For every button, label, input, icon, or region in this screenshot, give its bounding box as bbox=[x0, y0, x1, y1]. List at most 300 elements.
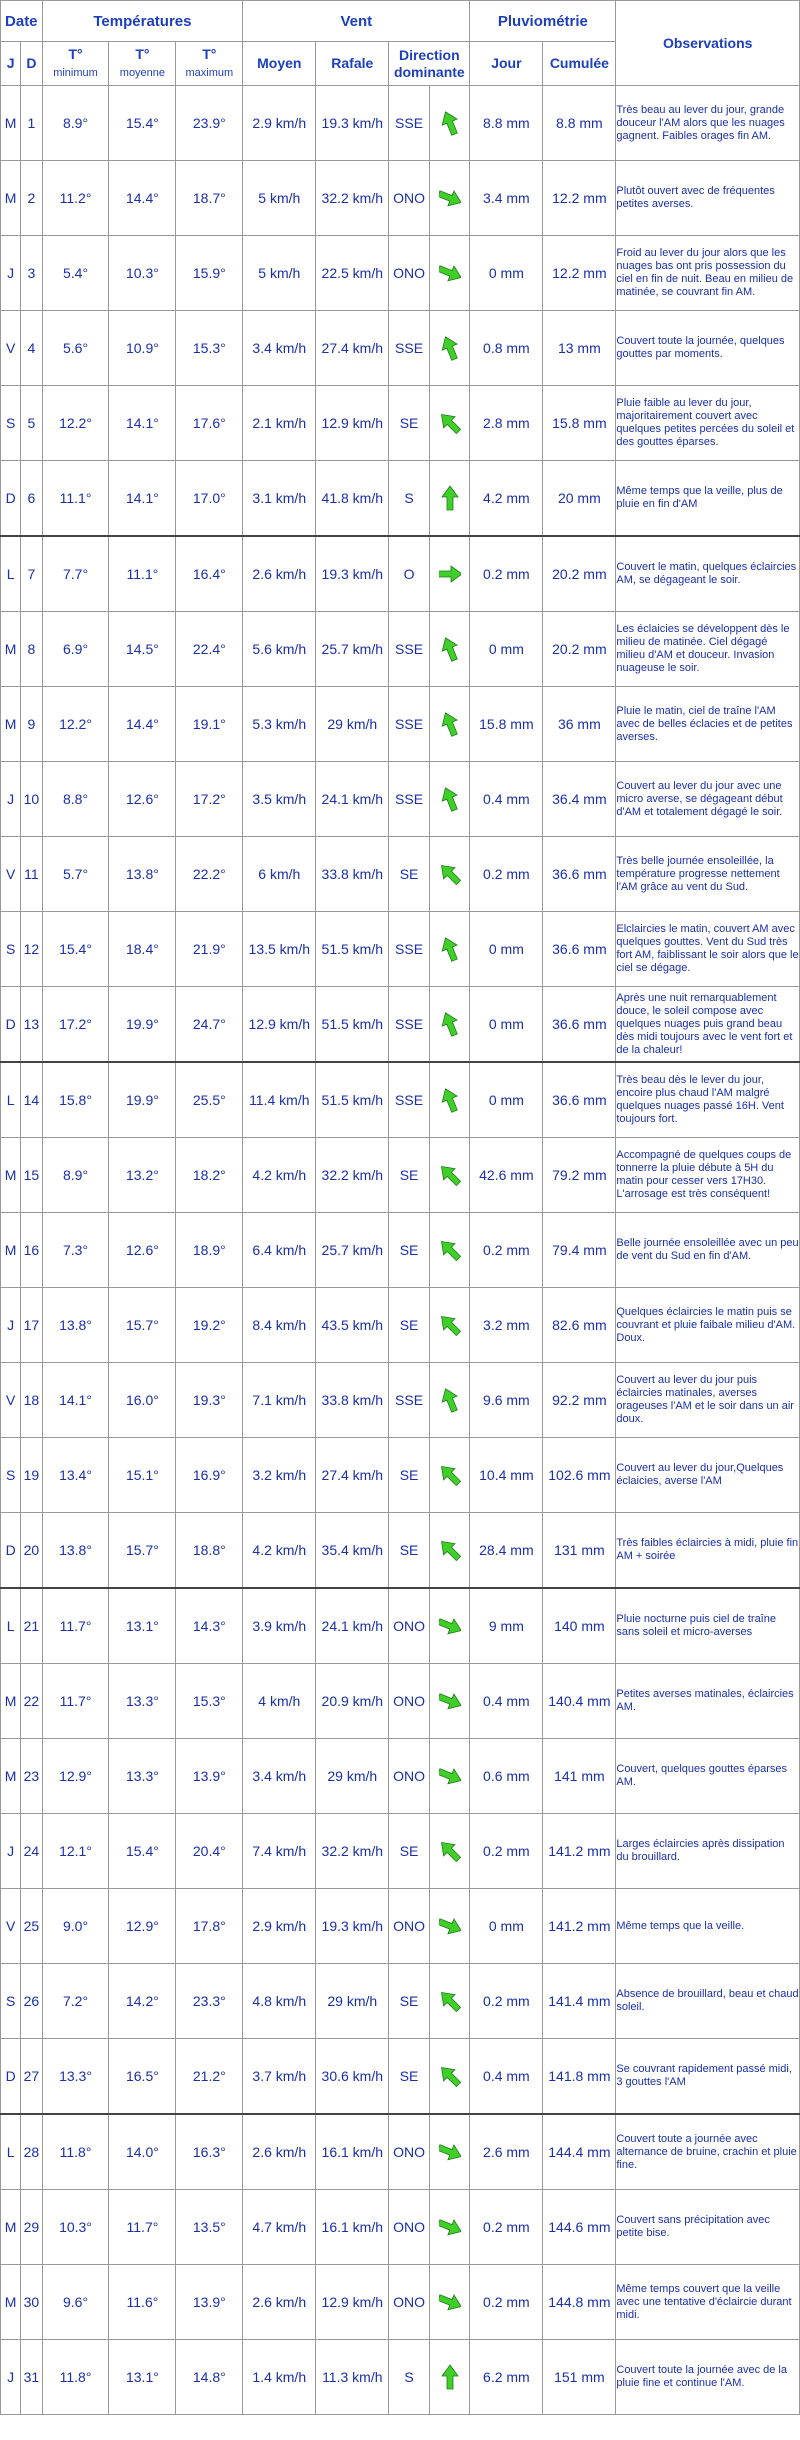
rain-day-cell: 8.8 mm bbox=[470, 86, 543, 161]
wind-gust-cell: 43.5 km/h bbox=[316, 1288, 389, 1363]
day-number-cell: 8 bbox=[21, 612, 42, 687]
temp-avg-cell: 18.4° bbox=[109, 912, 176, 987]
header-tmoy-label: T° bbox=[135, 45, 150, 62]
wind-direction-cell: SSE bbox=[389, 912, 430, 987]
wind-gust-cell: 19.3 km/h bbox=[316, 536, 389, 612]
wind-gust-cell: 11.3 km/h bbox=[316, 2340, 389, 2415]
wind-arrow-s-icon bbox=[439, 2363, 461, 2391]
day-of-week-cell: L bbox=[1, 2114, 21, 2190]
rain-day-cell: 0 mm bbox=[470, 236, 543, 311]
day-number-cell: 26 bbox=[21, 1964, 42, 2039]
wind-arrow-cell bbox=[429, 2190, 470, 2265]
wind-arrow-ono-icon bbox=[439, 2288, 461, 2316]
wind-gust-cell: 25.7 km/h bbox=[316, 612, 389, 687]
wind-avg-cell: 2.1 km/h bbox=[243, 386, 316, 461]
wind-avg-cell: 4.2 km/h bbox=[243, 1138, 316, 1213]
wind-gust-cell: 32.2 km/h bbox=[316, 1138, 389, 1213]
day-of-week-cell: M bbox=[1, 687, 21, 762]
rain-day-cell: 4.2 mm bbox=[470, 461, 543, 537]
wind-avg-cell: 3.4 km/h bbox=[243, 311, 316, 386]
temp-avg-cell: 13.2° bbox=[109, 1138, 176, 1213]
temp-max-cell: 16.3° bbox=[176, 2114, 243, 2190]
wind-avg-cell: 3.4 km/h bbox=[243, 1739, 316, 1814]
wind-arrow-se-icon bbox=[439, 1461, 461, 1489]
table-row bbox=[1, 1438, 800, 1513]
temp-max-cell: 13.5° bbox=[176, 2190, 243, 2265]
wind-avg-cell: 6 km/h bbox=[243, 837, 316, 912]
temp-max-cell: 19.2° bbox=[176, 1288, 243, 1363]
temp-min-cell: 8.9° bbox=[42, 1138, 109, 1213]
wind-direction-cell: SE bbox=[389, 1814, 430, 1889]
day-number-cell: 29 bbox=[21, 2190, 42, 2265]
table-row bbox=[1, 837, 800, 912]
header-tmin-label: T° bbox=[68, 45, 83, 62]
wind-arrow-ono-icon bbox=[439, 2138, 461, 2166]
rain-cumulative-cell: 140.4 mm bbox=[543, 1664, 616, 1739]
wind-direction-cell: SSE bbox=[389, 1363, 430, 1438]
wind-direction-cell: SSE bbox=[389, 86, 430, 161]
wind-direction-cell: SSE bbox=[389, 612, 430, 687]
wind-avg-cell: 4.2 km/h bbox=[243, 1513, 316, 1589]
day-of-week-cell: J bbox=[1, 1288, 21, 1363]
day-number-cell: 9 bbox=[21, 687, 42, 762]
rain-day-cell: 0.8 mm bbox=[470, 311, 543, 386]
observation-cell: Pluie nocturne puis ciel de traîne sans soleil et micro-averses bbox=[616, 1588, 800, 1664]
wind-avg-cell: 7.1 km/h bbox=[243, 1363, 316, 1438]
temp-max-cell: 17.8° bbox=[176, 1889, 243, 1964]
temp-min-cell: 11.2° bbox=[42, 161, 109, 236]
rain-cumulative-cell: 92.2 mm bbox=[543, 1363, 616, 1438]
wind-avg-cell: 8.4 km/h bbox=[243, 1288, 316, 1363]
wind-arrow-se-icon bbox=[439, 1311, 461, 1339]
rain-cumulative-cell: 141.8 mm bbox=[543, 2039, 616, 2115]
wind-avg-cell: 4.8 km/h bbox=[243, 1964, 316, 2039]
wind-gust-cell: 19.3 km/h bbox=[316, 86, 389, 161]
day-of-week-cell: V bbox=[1, 1363, 21, 1438]
temp-max-cell: 22.2° bbox=[176, 837, 243, 912]
rain-day-cell: 42.6 mm bbox=[470, 1138, 543, 1213]
header-temperatures: Températures bbox=[42, 1, 243, 42]
header-rafale: Rafale bbox=[316, 42, 389, 86]
table-row bbox=[1, 1588, 800, 1664]
temp-avg-cell: 19.9° bbox=[109, 1062, 176, 1138]
day-of-week-cell: M bbox=[1, 1664, 21, 1739]
day-of-week-cell: D bbox=[1, 1513, 21, 1589]
table-row bbox=[1, 1739, 800, 1814]
wind-avg-cell: 5 km/h bbox=[243, 236, 316, 311]
wind-direction-cell: SSE bbox=[389, 687, 430, 762]
header-observations: Observations bbox=[616, 1, 800, 86]
header-direction: Direction dominante bbox=[389, 42, 470, 86]
wind-avg-cell: 3.9 km/h bbox=[243, 1588, 316, 1664]
table-row bbox=[1, 1964, 800, 2039]
rain-cumulative-cell: 141.2 mm bbox=[543, 1814, 616, 1889]
wind-gust-cell: 24.1 km/h bbox=[316, 1588, 389, 1664]
header-tmax-sub: maximum bbox=[185, 66, 234, 79]
temp-max-cell: 23.3° bbox=[176, 1964, 243, 2039]
rain-cumulative-cell: 82.6 mm bbox=[543, 1288, 616, 1363]
temp-max-cell: 15.9° bbox=[176, 236, 243, 311]
wind-arrow-cell bbox=[429, 1138, 470, 1213]
rain-cumulative-cell: 79.4 mm bbox=[543, 1213, 616, 1288]
observation-cell: Très faibles éclaircies à midi, pluie fin AM + soirée bbox=[616, 1513, 800, 1589]
temp-avg-cell: 12.9° bbox=[109, 1889, 176, 1964]
rain-day-cell: 10.4 mm bbox=[470, 1438, 543, 1513]
wind-avg-cell: 2.6 km/h bbox=[243, 536, 316, 612]
table-row bbox=[1, 1664, 800, 1739]
temp-max-cell: 17.2° bbox=[176, 762, 243, 837]
observation-cell: Couvert toute la journée, quelques gouttes par moments. bbox=[616, 311, 800, 386]
wind-arrow-o-icon bbox=[439, 560, 461, 588]
day-of-week-cell: M bbox=[1, 1739, 21, 1814]
temp-avg-cell: 14.1° bbox=[109, 386, 176, 461]
temp-max-cell: 23.9° bbox=[176, 86, 243, 161]
day-number-cell: 17 bbox=[21, 1288, 42, 1363]
wind-direction-cell: SSE bbox=[389, 311, 430, 386]
wind-direction-cell: ONO bbox=[389, 1664, 430, 1739]
table-header bbox=[1, 1, 800, 86]
wind-arrow-cell bbox=[429, 1438, 470, 1513]
rain-day-cell: 0 mm bbox=[470, 1889, 543, 1964]
wind-direction-cell: ONO bbox=[389, 2265, 430, 2340]
wind-gust-cell: 30.6 km/h bbox=[316, 2039, 389, 2115]
table-row bbox=[1, 2039, 800, 2115]
table-row bbox=[1, 2190, 800, 2265]
temp-avg-cell: 14.5° bbox=[109, 612, 176, 687]
wind-direction-cell: SE bbox=[389, 1513, 430, 1589]
temp-max-cell: 15.3° bbox=[176, 311, 243, 386]
wind-gust-cell: 29 km/h bbox=[316, 1964, 389, 2039]
observation-cell: Elclaircies le matin, couvert AM avec quelques gouttes. Vent du Sud très fort AM, faiblissant le soir alors que le ciel se dégage. bbox=[616, 912, 800, 987]
rain-day-cell: 9.6 mm bbox=[470, 1363, 543, 1438]
rain-day-cell: 15.8 mm bbox=[470, 687, 543, 762]
temp-min-cell: 11.7° bbox=[42, 1664, 109, 1739]
temp-max-cell: 14.3° bbox=[176, 1588, 243, 1664]
wind-arrow-se-icon bbox=[439, 1236, 461, 1264]
wind-arrow-ono-icon bbox=[439, 259, 461, 287]
temp-min-cell: 8.9° bbox=[42, 86, 109, 161]
header-tmoy-sub: moyenne bbox=[119, 66, 166, 79]
wind-arrow-se-icon bbox=[439, 409, 461, 437]
rain-cumulative-cell: 36 mm bbox=[543, 687, 616, 762]
rain-day-cell: 0.2 mm bbox=[470, 1964, 543, 2039]
day-of-week-cell: M bbox=[1, 161, 21, 236]
rain-cumulative-cell: 36.6 mm bbox=[543, 837, 616, 912]
wind-direction-cell: ONO bbox=[389, 161, 430, 236]
observation-cell: Même temps couvert que la veille avec une tentative d'éclaircie durant midi. bbox=[616, 2265, 800, 2340]
observation-cell: Couvert au lever du jour avec une micro averse, se dégageant début d'AM et totalement dégagé le soir. bbox=[616, 762, 800, 837]
observation-cell: Très beau dès le lever du jour, encoire plus chaud l'AM malgré quelques nuages passé 16H. Vent toujours fort. bbox=[616, 1062, 800, 1138]
table-row bbox=[1, 161, 800, 236]
day-of-week-cell: M bbox=[1, 1138, 21, 1213]
table-row bbox=[1, 987, 800, 1063]
wind-arrow-cell bbox=[429, 536, 470, 612]
temp-max-cell: 18.9° bbox=[176, 1213, 243, 1288]
wind-direction-cell: ONO bbox=[389, 1739, 430, 1814]
rain-cumulative-cell: 13 mm bbox=[543, 311, 616, 386]
temp-avg-cell: 15.4° bbox=[109, 86, 176, 161]
wind-arrow-cell bbox=[429, 1739, 470, 1814]
rain-cumulative-cell: 12.2 mm bbox=[543, 161, 616, 236]
table-row bbox=[1, 2265, 800, 2340]
wind-arrow-ono-icon bbox=[439, 1912, 461, 1940]
temp-min-cell: 11.1° bbox=[42, 461, 109, 537]
day-number-cell: 28 bbox=[21, 2114, 42, 2190]
temp-max-cell: 13.9° bbox=[176, 1739, 243, 1814]
temp-max-cell: 24.7° bbox=[176, 987, 243, 1063]
observation-cell: Très beau au lever du jour, grande douceur l'AM alors que les nuages gagnent. Faibles orages fin AM. bbox=[616, 86, 800, 161]
wind-direction-cell: SE bbox=[389, 1438, 430, 1513]
table-row bbox=[1, 311, 800, 386]
wind-avg-cell: 13.5 km/h bbox=[243, 912, 316, 987]
day-number-cell: 16 bbox=[21, 1213, 42, 1288]
observation-cell: Très belle journée ensoleillée, la température progresse nettement l'AM grâce au vent du Sud. bbox=[616, 837, 800, 912]
day-of-week-cell: D bbox=[1, 461, 21, 537]
temp-avg-cell: 13.3° bbox=[109, 1664, 176, 1739]
wind-arrow-cell bbox=[429, 386, 470, 461]
wind-arrow-ono-icon bbox=[439, 2213, 461, 2241]
table-row bbox=[1, 612, 800, 687]
table-row bbox=[1, 386, 800, 461]
header-tmax bbox=[176, 42, 243, 86]
wind-gust-cell: 22.5 km/h bbox=[316, 236, 389, 311]
day-number-cell: 31 bbox=[21, 2340, 42, 2415]
day-of-week-cell: S bbox=[1, 1964, 21, 2039]
wind-arrow-se-icon bbox=[439, 860, 461, 888]
day-of-week-cell: S bbox=[1, 912, 21, 987]
rain-day-cell: 3.2 mm bbox=[470, 1288, 543, 1363]
wind-direction-cell: SSE bbox=[389, 1062, 430, 1138]
day-number-cell: 15 bbox=[21, 1138, 42, 1213]
wind-gust-cell: 16.1 km/h bbox=[316, 2190, 389, 2265]
temp-avg-cell: 14.2° bbox=[109, 1964, 176, 2039]
rain-day-cell: 0 mm bbox=[470, 987, 543, 1063]
wind-arrow-cell bbox=[429, 837, 470, 912]
wind-avg-cell: 6.4 km/h bbox=[243, 1213, 316, 1288]
wind-direction-cell: ONO bbox=[389, 236, 430, 311]
wind-arrow-cell bbox=[429, 2340, 470, 2415]
wind-avg-cell: 3.7 km/h bbox=[243, 2039, 316, 2115]
temp-max-cell: 18.8° bbox=[176, 1513, 243, 1589]
wind-avg-cell: 5 km/h bbox=[243, 161, 316, 236]
temp-min-cell: 6.9° bbox=[42, 612, 109, 687]
wind-arrow-cell bbox=[429, 461, 470, 537]
header-pluviometrie: Pluviométrie bbox=[470, 1, 616, 42]
temp-avg-cell: 10.9° bbox=[109, 311, 176, 386]
temp-min-cell: 7.7° bbox=[42, 536, 109, 612]
day-of-week-cell: V bbox=[1, 837, 21, 912]
table-row bbox=[1, 1814, 800, 1889]
day-of-week-cell: L bbox=[1, 536, 21, 612]
observation-cell: Les éclaicies se développent dès le milieu de matinée. Ciel dégagé milieu d'AM et douceur. Invasion nuageuse le soir. bbox=[616, 612, 800, 687]
wind-arrow-ono-icon bbox=[439, 1762, 461, 1790]
table-row bbox=[1, 236, 800, 311]
temp-min-cell: 15.4° bbox=[42, 912, 109, 987]
table-row bbox=[1, 1213, 800, 1288]
wind-arrow-cell bbox=[429, 2039, 470, 2115]
observation-cell: Même temps que la veille. bbox=[616, 1889, 800, 1964]
temp-max-cell: 18.7° bbox=[176, 161, 243, 236]
wind-gust-cell: 51.5 km/h bbox=[316, 987, 389, 1063]
temp-min-cell: 7.2° bbox=[42, 1964, 109, 2039]
header-date: Date bbox=[1, 1, 43, 42]
day-number-cell: 4 bbox=[21, 311, 42, 386]
temp-min-cell: 7.3° bbox=[42, 1213, 109, 1288]
temp-min-cell: 17.2° bbox=[42, 987, 109, 1063]
day-of-week-cell: M bbox=[1, 2265, 21, 2340]
rain-cumulative-cell: 36.6 mm bbox=[543, 987, 616, 1063]
temp-max-cell: 14.8° bbox=[176, 2340, 243, 2415]
wind-arrow-cell bbox=[429, 1513, 470, 1589]
wind-arrow-sse-icon bbox=[439, 785, 461, 813]
day-of-week-cell: D bbox=[1, 2039, 21, 2115]
wind-direction-cell: SE bbox=[389, 1213, 430, 1288]
wind-arrow-cell bbox=[429, 86, 470, 161]
temp-avg-cell: 13.1° bbox=[109, 2340, 176, 2415]
temp-max-cell: 19.3° bbox=[176, 1363, 243, 1438]
temp-max-cell: 22.4° bbox=[176, 612, 243, 687]
wind-gust-cell: 27.4 km/h bbox=[316, 1438, 389, 1513]
day-number-cell: 13 bbox=[21, 987, 42, 1063]
rain-cumulative-cell: 102.6 mm bbox=[543, 1438, 616, 1513]
day-of-week-cell: S bbox=[1, 1438, 21, 1513]
wind-avg-cell: 3.5 km/h bbox=[243, 762, 316, 837]
day-of-week-cell: M bbox=[1, 86, 21, 161]
temp-min-cell: 11.8° bbox=[42, 2340, 109, 2415]
wind-gust-cell: 51.5 km/h bbox=[316, 912, 389, 987]
wind-arrow-cell bbox=[429, 2265, 470, 2340]
wind-arrow-cell bbox=[429, 987, 470, 1063]
wind-direction-cell: ONO bbox=[389, 2114, 430, 2190]
rain-day-cell: 0.4 mm bbox=[470, 762, 543, 837]
wind-arrow-s-icon bbox=[439, 484, 461, 512]
observation-cell: Couvert toute a journée avec alternance de bruine, crachin et pluie fine. bbox=[616, 2114, 800, 2190]
observation-cell: Se couvrant rapidement passé midi, 3 gouttes l'AM bbox=[616, 2039, 800, 2115]
temp-max-cell: 15.3° bbox=[176, 1664, 243, 1739]
header-j: J bbox=[1, 42, 21, 86]
temp-max-cell: 17.0° bbox=[176, 461, 243, 537]
temp-avg-cell: 19.9° bbox=[109, 987, 176, 1063]
wind-direction-cell: ONO bbox=[389, 2190, 430, 2265]
wind-avg-cell: 12.9 km/h bbox=[243, 987, 316, 1063]
wind-arrow-cell bbox=[429, 1964, 470, 2039]
day-number-cell: 11 bbox=[21, 837, 42, 912]
table-row bbox=[1, 1513, 800, 1589]
header-cumulee: Cumulée bbox=[543, 42, 616, 86]
wind-avg-cell: 4.7 km/h bbox=[243, 2190, 316, 2265]
rain-cumulative-cell: 20.2 mm bbox=[543, 612, 616, 687]
wind-direction-cell: SE bbox=[389, 1138, 430, 1213]
wind-gust-cell: 12.9 km/h bbox=[316, 2265, 389, 2340]
wind-gust-cell: 35.4 km/h bbox=[316, 1513, 389, 1589]
temp-min-cell: 15.8° bbox=[42, 1062, 109, 1138]
day-of-week-cell: L bbox=[1, 1062, 21, 1138]
day-of-week-cell: L bbox=[1, 1588, 21, 1664]
temp-avg-cell: 12.6° bbox=[109, 1213, 176, 1288]
rain-cumulative-cell: 144.4 mm bbox=[543, 2114, 616, 2190]
observation-cell: Après une nuit remarquablement douce, le soleil compose avec quelques nuages puis grand beau dès midi toujours avec le vent fort et de la chaleur! bbox=[616, 987, 800, 1063]
temp-avg-cell: 15.4° bbox=[109, 1814, 176, 1889]
rain-cumulative-cell: 144.8 mm bbox=[543, 2265, 616, 2340]
rain-day-cell: 0.2 mm bbox=[470, 837, 543, 912]
wind-arrow-sse-icon bbox=[439, 109, 461, 137]
wind-direction-cell: ONO bbox=[389, 1889, 430, 1964]
wind-avg-cell: 2.9 km/h bbox=[243, 86, 316, 161]
wind-arrow-cell bbox=[429, 1814, 470, 1889]
day-number-cell: 2 bbox=[21, 161, 42, 236]
temp-min-cell: 10.3° bbox=[42, 2190, 109, 2265]
wind-arrow-sse-icon bbox=[439, 1010, 461, 1038]
table-row bbox=[1, 1288, 800, 1363]
wind-arrow-cell bbox=[429, 1062, 470, 1138]
rain-cumulative-cell: 36.6 mm bbox=[543, 1062, 616, 1138]
day-number-cell: 23 bbox=[21, 1739, 42, 1814]
header-tmin-sub: minimum bbox=[53, 66, 98, 79]
day-number-cell: 30 bbox=[21, 2265, 42, 2340]
observation-cell: Quelques éclaircies le matin puis se couvrant et pluie faibale milieu d'AM. Doux. bbox=[616, 1288, 800, 1363]
wind-arrow-ono-icon bbox=[439, 1612, 461, 1640]
rain-cumulative-cell: 144.6 mm bbox=[543, 2190, 616, 2265]
wind-arrow-cell bbox=[429, 762, 470, 837]
wind-gust-cell: 25.7 km/h bbox=[316, 1213, 389, 1288]
rain-cumulative-cell: 79.2 mm bbox=[543, 1138, 616, 1213]
rain-cumulative-cell: 12.2 mm bbox=[543, 236, 616, 311]
rain-day-cell: 2.6 mm bbox=[470, 2114, 543, 2190]
wind-gust-cell: 51.5 km/h bbox=[316, 1062, 389, 1138]
table-row bbox=[1, 1138, 800, 1213]
wind-arrow-cell bbox=[429, 161, 470, 236]
table-row bbox=[1, 912, 800, 987]
observation-cell: Même temps que la veille, plus de pluie en fin d'AM bbox=[616, 461, 800, 537]
table-row bbox=[1, 461, 800, 537]
observation-cell: Belle journée ensoleillée avec un peu de vent du Sud en fin d'AM. bbox=[616, 1213, 800, 1288]
wind-arrow-cell bbox=[429, 1664, 470, 1739]
wind-gust-cell: 20.9 km/h bbox=[316, 1664, 389, 1739]
header-moyen: Moyen bbox=[243, 42, 316, 86]
temp-min-cell: 12.2° bbox=[42, 386, 109, 461]
day-of-week-cell: J bbox=[1, 2340, 21, 2415]
rain-cumulative-cell: 140 mm bbox=[543, 1588, 616, 1664]
observation-cell: Absence de brouillard, beau et chaud soleil. bbox=[616, 1964, 800, 2039]
wind-arrow-se-icon bbox=[439, 1837, 461, 1865]
day-number-cell: 27 bbox=[21, 2039, 42, 2115]
temp-max-cell: 13.9° bbox=[176, 2265, 243, 2340]
wind-avg-cell: 2.9 km/h bbox=[243, 1889, 316, 1964]
day-of-week-cell: M bbox=[1, 2190, 21, 2265]
day-number-cell: 18 bbox=[21, 1363, 42, 1438]
temp-max-cell: 17.6° bbox=[176, 386, 243, 461]
day-number-cell: 7 bbox=[21, 536, 42, 612]
rain-cumulative-cell: 141.4 mm bbox=[543, 1964, 616, 2039]
temp-max-cell: 18.2° bbox=[176, 1138, 243, 1213]
rain-day-cell: 0.2 mm bbox=[470, 1213, 543, 1288]
day-number-cell: 19 bbox=[21, 1438, 42, 1513]
wind-direction-cell: S bbox=[389, 2340, 430, 2415]
temp-min-cell: 9.6° bbox=[42, 2265, 109, 2340]
rain-day-cell: 2.8 mm bbox=[470, 386, 543, 461]
wind-gust-cell: 24.1 km/h bbox=[316, 762, 389, 837]
wind-avg-cell: 2.6 km/h bbox=[243, 2114, 316, 2190]
temp-avg-cell: 10.3° bbox=[109, 236, 176, 311]
day-of-week-cell: M bbox=[1, 1213, 21, 1288]
observation-cell: Couvert toute la journée avec de la pluie fine et continue l'AM. bbox=[616, 2340, 800, 2415]
table-row bbox=[1, 1889, 800, 1964]
rain-cumulative-cell: 141.2 mm bbox=[543, 1889, 616, 1964]
wind-arrow-sse-icon bbox=[439, 334, 461, 362]
temp-avg-cell: 11.7° bbox=[109, 2190, 176, 2265]
day-number-cell: 22 bbox=[21, 1664, 42, 1739]
wind-avg-cell: 4 km/h bbox=[243, 1664, 316, 1739]
